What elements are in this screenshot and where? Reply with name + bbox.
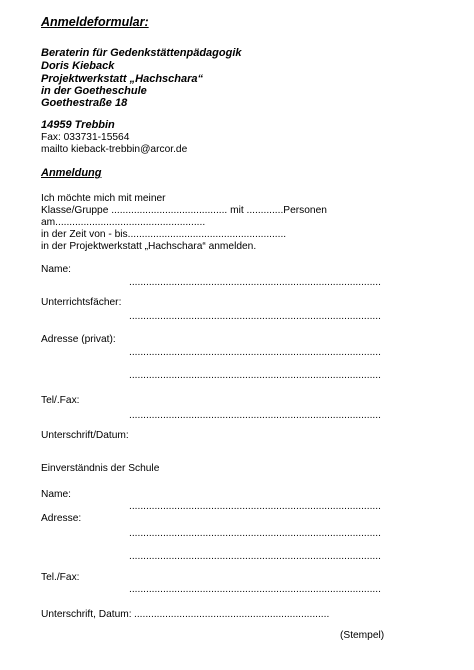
section-heading: Anmeldung xyxy=(41,167,102,179)
signature-label: Unterschrift/Datum: xyxy=(41,430,129,441)
subjects-label: Unterrichtsfächer: xyxy=(41,297,122,308)
form-title: Anmeldeformular: xyxy=(41,15,149,29)
phone-label: Tel/.Fax: xyxy=(41,395,80,406)
school-heading: Einverständnis der Schule xyxy=(41,463,160,474)
school-signature-label: Unterschrift, Datum: xyxy=(41,609,132,620)
school-address-dotted-line-1: ......................................................................................... xyxy=(129,528,381,539)
address-line-1: Beraterin für Gedenkstättenpädagogik xyxy=(41,47,242,59)
subjects-dotted-line: ......................................................................................... xyxy=(129,311,381,322)
address-dotted-line-2: ......................................................................................... xyxy=(129,370,381,381)
intro-line-5: in der Projektwerkstatt „Hachschara“ anmelden. xyxy=(41,241,257,252)
school-address-dotted-line-2: ......................................................................................... xyxy=(129,551,381,562)
intro-line-3: am..................................................... xyxy=(41,217,206,228)
fax-line: Fax: 033731-15564 xyxy=(41,132,130,143)
name-label: Name: xyxy=(41,264,72,275)
intro-line-4: in der Zeit von - bis........................................................ xyxy=(41,229,287,240)
school-phone-dotted-line: ......................................................................................... xyxy=(129,584,381,595)
city-line: 14959 Trebbin xyxy=(41,119,115,131)
intro-line-2: Klasse/Gruppe ......................................... mit .............Personen xyxy=(41,205,327,216)
stamp-label: (Stempel) xyxy=(340,630,385,641)
intro-line-1: Ich möchte mich mit meiner xyxy=(41,193,166,204)
school-signature-dotted-line: ..................................................................... xyxy=(134,609,330,620)
address-line-5: Goethestraße 18 xyxy=(41,97,128,109)
address-line-4: in der Goetheschule xyxy=(41,85,147,97)
school-name-dotted-line: ......................................................................................... xyxy=(129,501,381,512)
phone-dotted-line: ......................................................................................... xyxy=(129,410,381,421)
address-line-3: Projektwerkstatt „Hachschara“ xyxy=(41,73,204,85)
school-phone-label: Tel./Fax: xyxy=(41,572,80,583)
address-line-2: Doris Kieback xyxy=(41,60,115,72)
school-name-label: Name: xyxy=(41,489,72,500)
mail-line: mailto kieback-trebbin@arcor.de xyxy=(41,144,188,155)
name-dotted-line: ......................................................................................... xyxy=(129,277,381,288)
address-dotted-line-1: ......................................................................................... xyxy=(129,347,381,358)
school-address-label: Adresse: xyxy=(41,513,82,524)
address-label: Adresse (privat): xyxy=(41,334,116,345)
